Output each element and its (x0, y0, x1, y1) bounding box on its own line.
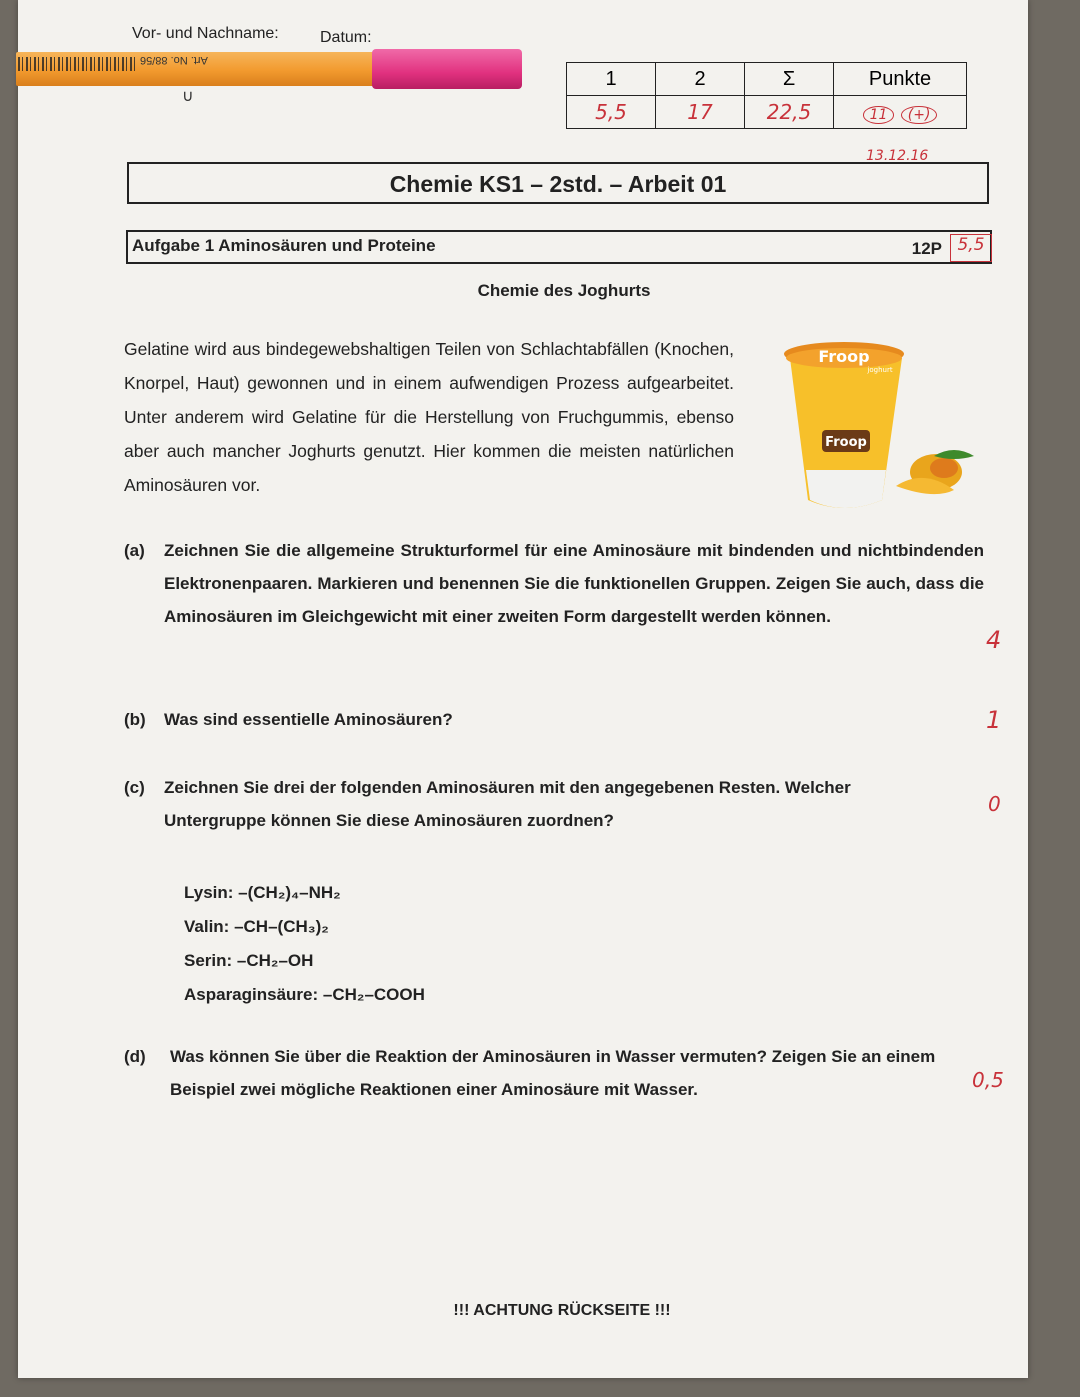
mark-a: 4 (986, 626, 1002, 654)
score-header-1: 1 (567, 63, 656, 96)
mark-d: 0,5 (972, 1068, 1004, 1092)
yoghurt-subtext: joghurt (867, 366, 893, 374)
mark-c: 0 (988, 792, 1001, 816)
amino-acid-item: Lysin: –(CH₂)₄–NH₂ (184, 883, 341, 902)
question-a-label: (a) (124, 541, 145, 560)
question-c-label: (c) (124, 778, 145, 797)
score-table (566, 62, 967, 129)
question-c (124, 771, 984, 841)
question-d (124, 1040, 984, 1110)
footer-note: !!! ACHTUNG RÜCKSEITE !!! (453, 1302, 671, 1319)
question-a (124, 534, 984, 674)
exam-sheet (18, 0, 1028, 1378)
task-header (126, 230, 992, 264)
task-earned: 5,5 (950, 234, 992, 262)
name-label: Vor- und Nachname: (132, 25, 279, 42)
score-value-1: 5,5 (567, 96, 656, 129)
yoghurt-brand-top: Froop (818, 347, 870, 366)
score-value-2: 17 (656, 96, 745, 129)
grade-circle-1: 11 (863, 106, 895, 124)
question-d-text: Was können Sie über die Reaktion der Aminosäuren in Wasser vermuten? Zeigen Sie an einem Beispiel zwei mögliche Reaktionen einer Aminosäure mit Wasser. (170, 1047, 936, 1099)
amino-acid-item: Asparaginsäure: –CH₂–COOH (184, 985, 425, 1004)
pen-mark: ∪ (182, 88, 194, 105)
question-b-label: (b) (124, 710, 146, 729)
pen-cap (372, 49, 522, 89)
question-b-text: Was sind essentielle Aminosäuren? (164, 710, 453, 729)
yoghurt-image (784, 340, 984, 520)
task-title: Aufgabe 1 Aminosäuren und Proteine (132, 236, 436, 255)
yoghurt-brand-cup: Froop (825, 435, 867, 450)
mark-b: 1 (986, 706, 1002, 734)
grade-circle-2: (+) (901, 106, 938, 124)
question-a-text: Zeichnen Sie die allgemeine Strukturformel für eine Aminosäure mit bindenden und nichtbindenden Elektronenpaaren. Markieren und benennen Sie die funktionellen Gruppen. Zeigen Sie auch, dass die Aminosäuren im Gleichgewicht mit einer zweiten Form dargestellt werden können. (164, 541, 984, 626)
pen-label: Art. No. 88/56 (140, 54, 208, 66)
score-header-points: Punkte (834, 63, 967, 96)
task-points: 12P (911, 239, 942, 258)
score-value-sum: 22,5 (745, 96, 834, 129)
exam-title: Chemie KS1 – 2std. – Arbeit 01 (127, 162, 989, 204)
amino-acid-item: Serin: –CH₂–OH (184, 951, 314, 970)
score-grade (834, 96, 967, 129)
score-header-sum: Σ (745, 63, 834, 96)
handwritten-date: 13.12.16 (866, 148, 929, 164)
amino-acid-list (184, 876, 425, 1012)
intro-paragraph: Gelatine wird aus bindegewebshaltigen Teilen von Schlachtabfällen (Knochen, Knorpel, Haut) gewonnen und in einem aufwendigen Prozess aufgearbeitet. Unter anderem wird Gelatine für die Herstellung von Fruchgummis, ebenso aber auch mancher Joghurts genutzt. Hier kommen die meisten natürlichen Aminosäuren vor. (124, 339, 734, 495)
score-header-2: 2 (656, 63, 745, 96)
question-b (124, 703, 984, 737)
question-c-text: Zeichnen Sie drei der folgenden Aminosäuren mit den angegebenen Resten. Welcher Untergruppe können Sie diese Aminosäuren zuordnen? (164, 778, 851, 830)
date-label: Datum: (320, 29, 372, 46)
amino-acid-item: Valin: –CH–(CH₃)₂ (184, 917, 329, 936)
section-subtitle: Chemie des Joghurts (477, 281, 651, 300)
question-d-label: (d) (124, 1047, 146, 1066)
pen-barcode (18, 57, 136, 71)
